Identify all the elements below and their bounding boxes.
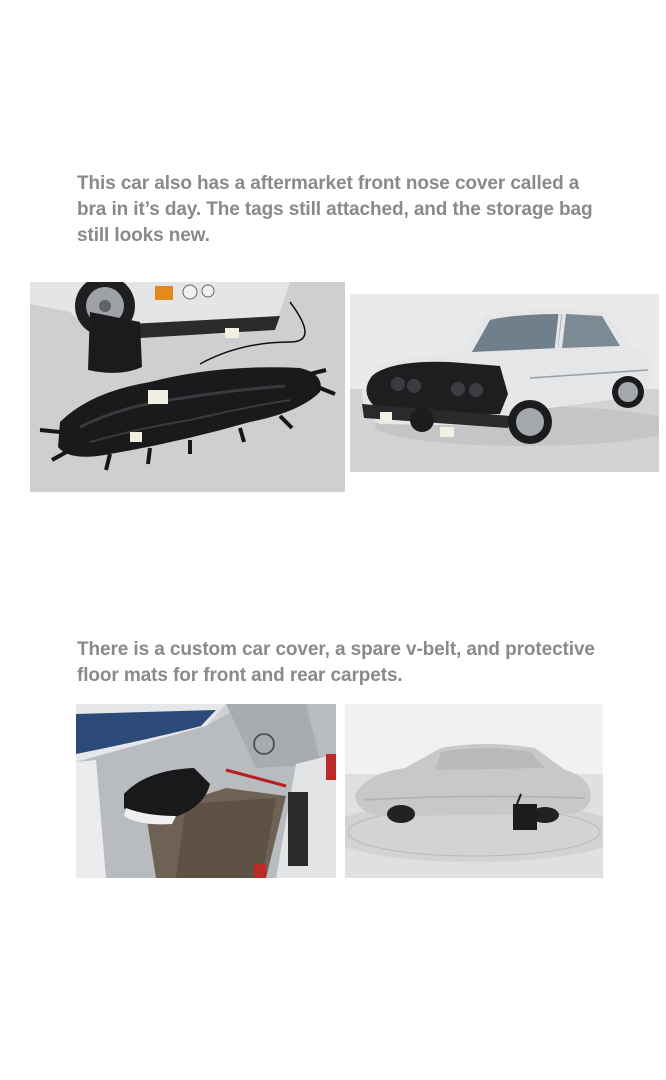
car-wearing-bra-photo [350, 294, 659, 472]
bra-laid-out-photo [30, 282, 345, 492]
section-2-text: There is a custom car cover, a spare v-belt, and protective floor mats for front and rear carpets. [77, 639, 595, 686]
covered-car-photo [345, 704, 603, 878]
section-1-text: This car also has a aftermarket front nose cover called a bra in it’s day. The tags still attached, and the storage bag still looks new. [77, 173, 593, 246]
trunk-accessories-photo [76, 704, 336, 878]
